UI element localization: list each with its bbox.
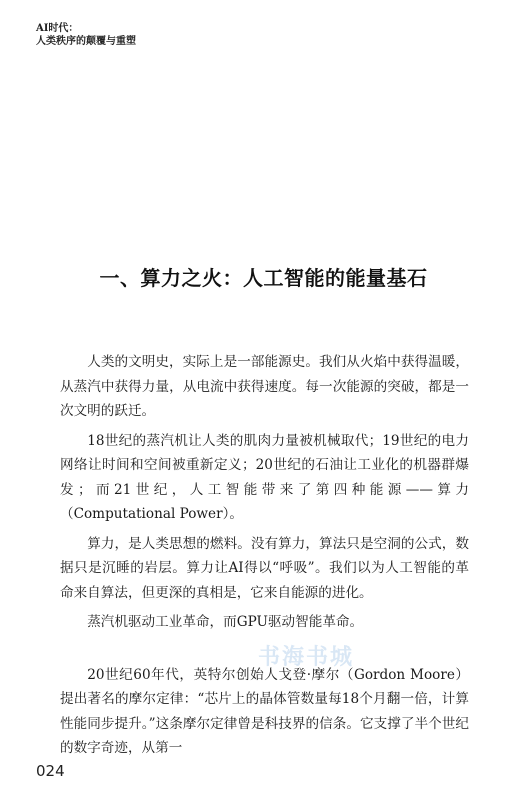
running-head-line-2: 人类秩序的颠覆与重塑 xyxy=(36,36,136,47)
paragraph-3: 算力，是人类思想的燃料。没有算力，算法只是空洞的公式，数据只是沉睡的岩层。算力让AI得以“呼吸”。我们以为人工智能的革命来自算法，但更深的真相是，它来自能源的进化。 xyxy=(60,535,469,601)
running-head xyxy=(36,22,136,48)
watermark: 书海书城 xyxy=(258,645,355,670)
paragraph-5: 20世纪60年代，英特尔创始人戈登·摩尔（Gordon Moore）提出著名的摩尔定律：“芯片上的晶体管数量每18个月翻一倍，计算性能同步提升。”这条摩尔定律曾是科技界的信条。它支撑了半个世纪的数字奇迹，从第一 xyxy=(60,666,469,756)
page-number: 024 xyxy=(36,762,65,780)
chapter-title: 一、算力之火：人工智能的能量基石 xyxy=(99,266,428,290)
paragraph-1: 人类的文明史，实际上是一部能源史。我们从火焰中获得温暖，从蒸汽中获得力量，从电流中获得速度。每一次能源的突破，都是一次文明的跃迁。 xyxy=(60,354,469,419)
running-head-line-1: AI时代： xyxy=(36,23,79,34)
paragraph-4: 蒸汽机驱动工业革命，而GPU驱动智能革命。 xyxy=(87,614,364,630)
paragraph-2: 18世纪的蒸汽机让人类的肌肉力量被机械取代；19世纪的电力网络让时间和空间被重新定义；20世纪的石油让工业化的机器群爆发；而21世纪，人工智能带来了第四种能源——算力（Computational Power）。 xyxy=(60,432,469,522)
body-text xyxy=(60,350,469,766)
